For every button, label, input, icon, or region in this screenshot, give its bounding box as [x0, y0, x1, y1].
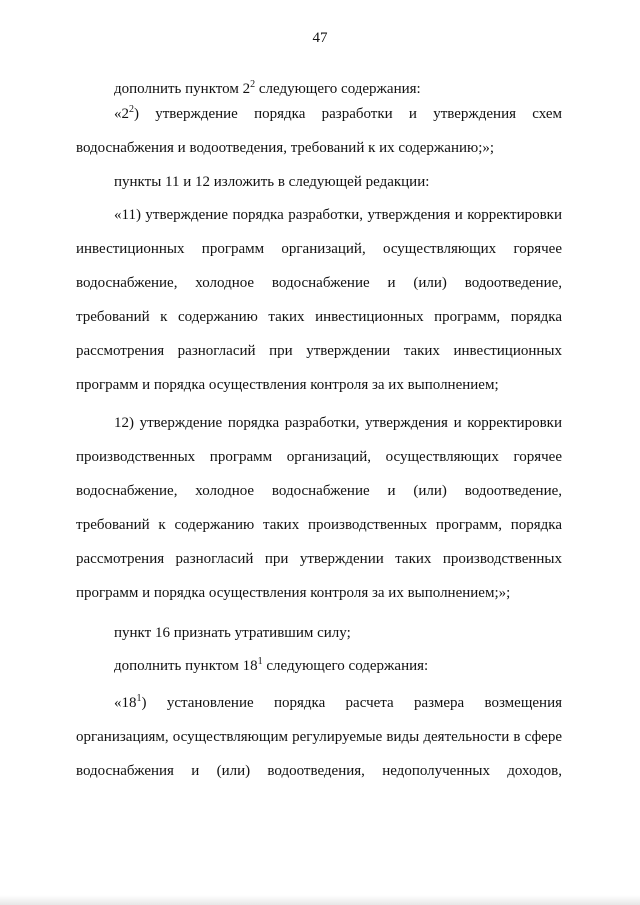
paragraph-item-16: пункт 16 признать утратившим силу;: [114, 625, 351, 641]
superscript: 1: [136, 693, 142, 704]
paragraph-item-11: «11) утверждение порядка разработки, утверждения и корректировки инвестиционных программ организаций, осуществляющих горячее водоснабжение, холодное водоснабжение и (или) водоотведение, требований к содержанию таких инвестиционных программ, порядка рассмотрения разногласий при утверждении таких инвестиционных программ и порядка осуществления контроля за их выполнением;: [76, 207, 562, 393]
superscript: 2: [129, 104, 134, 115]
paragraph-item-2-2-line-2: водоснабжения и водоотведения, требований к их содержанию;»;: [76, 140, 495, 156]
text-segment: дополнить пунктом 2: [114, 81, 251, 97]
text-segment: ) установление порядка расчета размера возмещения организациям, осуществляющим регулируемые виды деятельности в сфере водоснабжения и (или) водоотведения, недополученных доходов,: [76, 695, 562, 779]
paragraph-item-18-1: [76, 686, 562, 788]
page-number: 47: [312, 30, 328, 46]
scan-bottom-edge: [0, 895, 640, 905]
text-segment: «18: [114, 695, 137, 711]
text-segment: ) утверждение порядка разработки и утверждения схем: [134, 106, 562, 122]
paragraph-items-11-12-intro: пункты 11 и 12 изложить в следующей редакции:: [114, 174, 430, 190]
superscript: 1: [257, 656, 263, 667]
paragraph-item-2-2-line-1: [76, 97, 562, 131]
superscript: 2: [250, 79, 256, 90]
paragraph-item-12: 12) утверждение порядка разработки, утверждения и корректировки производственных программ организаций, осуществляющих горячее водоснабжение, холодное водоснабжение и (или) водоотведение, требований к содержанию таких производственных программ, порядка рассмотрения разногласий при утверждении таких производственных программ и порядка осуществления контроля за их выполнением;»;: [76, 415, 562, 601]
text-segment: следующего содержания:: [262, 658, 429, 674]
text-segment: следующего содержания:: [255, 81, 421, 97]
text-segment: дополнить пунктом 18: [114, 658, 258, 674]
paragraph-add-item-18-1: [76, 649, 562, 683]
text-segment: «2: [114, 106, 129, 122]
